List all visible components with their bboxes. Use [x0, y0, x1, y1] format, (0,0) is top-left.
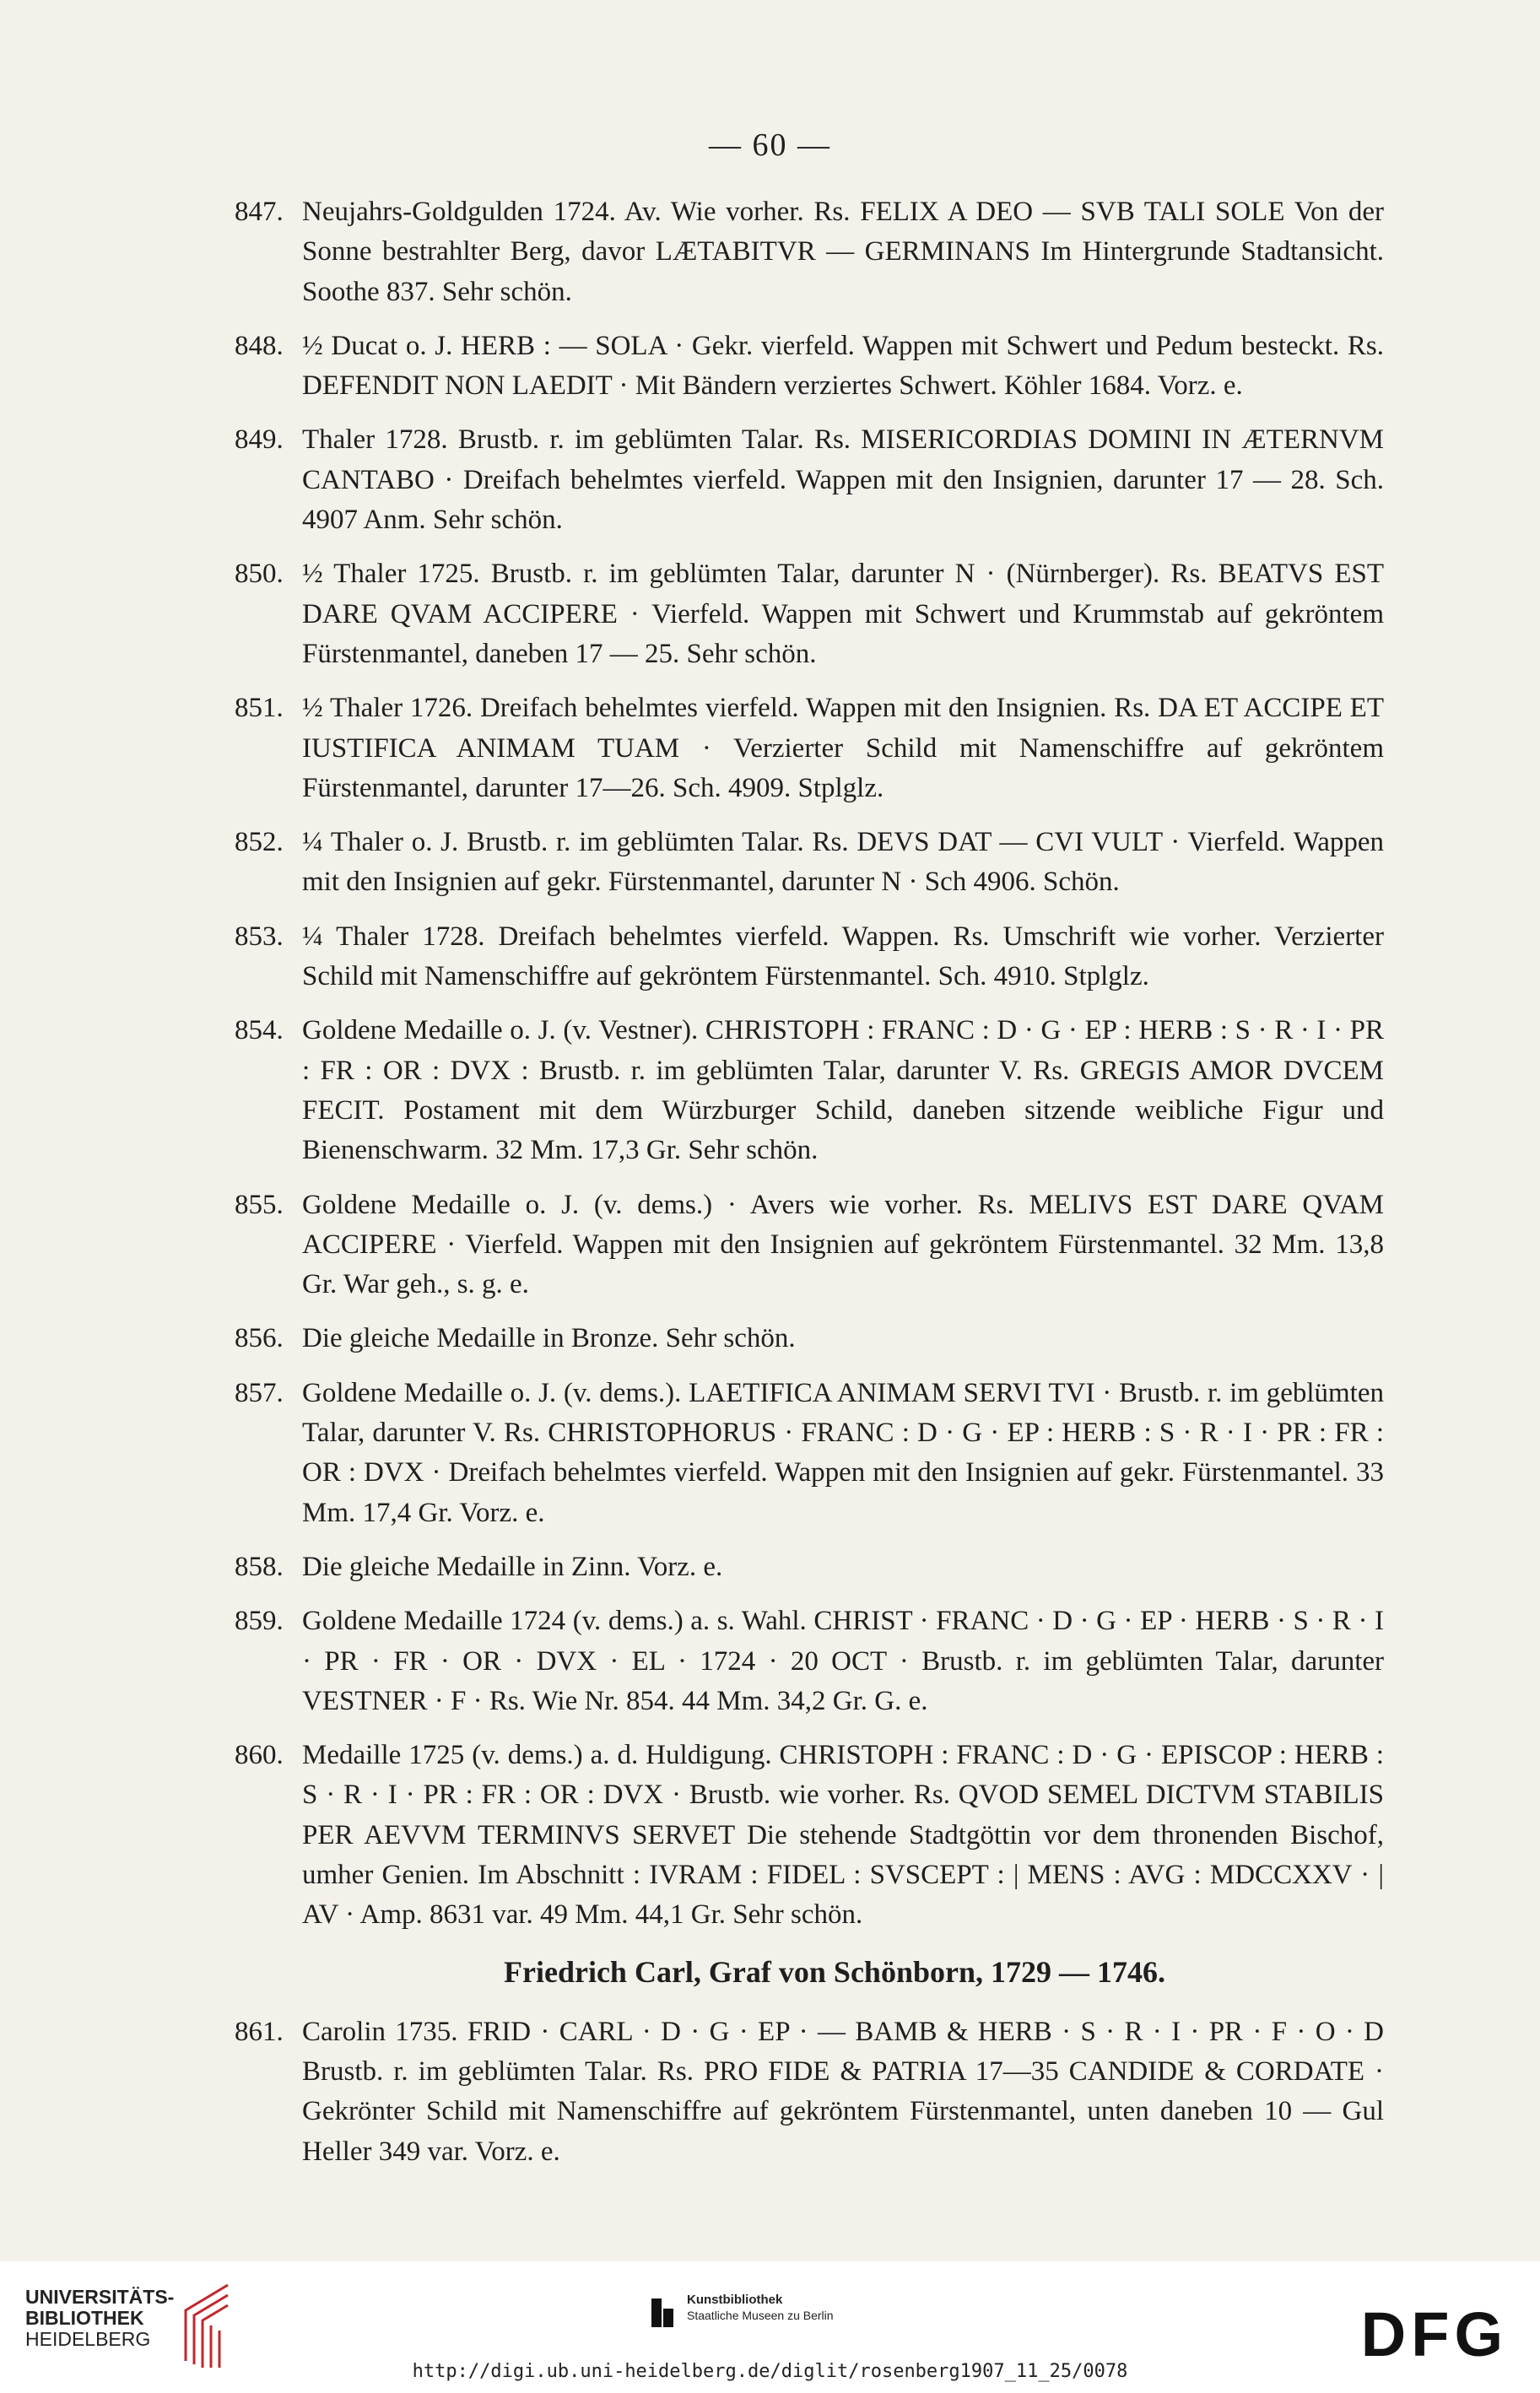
entry-text: ¼ Thaler o. J. Brustb. r. im geblümten Talar. Rs. DEVS DAT — CVI VULT · Vierfeld. Wappen mit den Insignien auf gekr. Fürstenmantel, darunter N · Sch 4906. Schön.: [302, 827, 1384, 898]
catalog-entry: [235, 420, 1384, 540]
catalog-entry: [235, 1602, 1384, 1721]
entry-number: 857.: [235, 1377, 284, 1408]
catalog-entry: [235, 823, 1384, 903]
catalog-entry: [235, 1374, 1384, 1533]
catalog-entry: [235, 1186, 1384, 1305]
catalog-entry: [235, 2012, 1384, 2172]
kb-line2: Staatliche Museen zu Berlin: [687, 2309, 834, 2322]
ub-line2: BIBLIOTHEK: [25, 2307, 144, 2329]
entry-number: 848.: [235, 330, 284, 361]
dfg-logo[interactable]: DFG: [1360, 2299, 1508, 2369]
entry-number: 847.: [235, 197, 284, 227]
entry-number: 850.: [235, 559, 284, 590]
catalog-entry: [235, 917, 1384, 997]
entry-number: 854.: [235, 1015, 284, 1046]
entry-text: Goldene Medaille o. J. (v. Vestner). CHRISTOPH : FRANC : D · G · EP : HERB : S · R · I · PR : FR : OR : DVX : Brustb. r. im geblümten Talar, darunter V. Rs. GREGIS AMOR DVCEM FECIT. Postament mit dem Würzburger Schild, daneben sitzende weibliche Figur und Bienenschwarm. 32 Mm. 17,3 Gr. Sehr schön.: [302, 1015, 1384, 1166]
catalog-entry: [235, 1736, 1384, 1935]
catalog-entry: [235, 689, 1384, 808]
entry-text: Goldene Medaille o. J. (v. dems.). LAETIFICA ANIMAM SERVI TVI · Brustb. r. im geblümten Talar, darunter V. Rs. CHRISTOPHORUS · FRANC : D · G · EP : HERB : S · R · I · PR : FR : OR : DVX · Dreifach behelmtes vierfeld. Wappen mit den Insignien auf gekr. Fürstenmantel. 33 Mm. 17,4 Gr. Vorz. e.: [302, 1377, 1384, 1528]
document-url-link[interactable]: http://digi.ub.uni-heidelberg.de/diglit/rosenberg1907_11_25/0078: [412, 2361, 1128, 2382]
entry-text: Medaille 1725 (v. dems.) a. d. Huldigung. CHRISTOPH : FRANC : D · G · EPISCOP : HERB : S · R · I · PR : FR : OR : DVX · Brustb. wie vorher. Rs. QVOD SEMEL DICTVM STABILIS PER AEVVM TERMINVS SERVET Die stehende Stadtgöttin vor dem thronenden Bischof, umher Genien. Im Abschnitt : IVRAM : FIDEL : SVSCEPT : | MENS : AVG : MDCCXXV · | AV · Amp. 8631 var. 49 Mm. 44,1 Gr. Sehr schön.: [302, 1740, 1384, 1931]
entry-number: 858.: [235, 1551, 284, 1582]
library-emblem-icon: [177, 2277, 236, 2369]
entry-text: Thaler 1728. Brustb. r. im geblümten Talar. Rs. MISERICORDIAS DOMINI IN ÆTERNVM CANTABO · Dreifach behelmtes vierfeld. Wappen mit den Insignien, darunter 17 — 28. Sch. 4907 Anm. Sehr schön.: [302, 424, 1384, 536]
catalog-entry: [235, 327, 1384, 407]
university-library-logo[interactable]: [25, 2287, 174, 2350]
catalog-entry: [235, 554, 1384, 674]
page-number: — 60 —: [709, 127, 831, 163]
entry-number: 849.: [235, 424, 284, 456]
kunstbibliothek-logo[interactable]: [650, 2292, 834, 2329]
entry-text: Goldene Medaille o. J. (v. dems.) · Avers wie vorher. Rs. MELIVS EST DARE QVAM ACCIPERE · Vierfeld. Wappen mit den Insignien auf gekröntem Fürstenmantel. 32 Mm. 13,8 Gr. War geh., s. g. e.: [302, 1189, 1384, 1300]
entry-text: Die gleiche Medaille in Zinn. Vorz. e.: [302, 1551, 723, 1582]
entry-text: ½ Thaler 1725. Brustb. r. im geblümten Talar, darunter N · (Nürnberger). Rs. BEATVS EST DARE QVAM ACCIPERE · Vierfeld. Wappen mit Schwert und Krummstab auf gekröntem Fürstenmantel, daneben 17 — 25. Sehr schön.: [302, 559, 1384, 669]
entry-text: ¼ Thaler 1728. Dreifach behelmtes vierfeld. Wappen. Rs. Umschrift wie vorher. Verzierter Schild mit Namenschiffre auf gekröntem Fürstenmantel. Sch. 4910. Stplglz.: [302, 921, 1384, 992]
entry-text: ½ Thaler 1726. Dreifach behelmtes vierfeld. Wappen mit den Insignien. Rs. DA ET ACCIPE ET IUSTIFICA ANIMAM TUAM · Verzierter Schild mit Namenschiffre auf gekröntem Fürstenmantel, darunter 17—26. Sch. 4909. Stplglz.: [302, 693, 1384, 803]
catalog-entry: [235, 1319, 1384, 1359]
kunstbibliothek-emblem-icon: [650, 2297, 675, 2329]
entry-number: 859.: [235, 1606, 284, 1637]
entry-number: 851.: [235, 693, 284, 724]
ub-line1: UNIVERSITÄTS-: [25, 2286, 175, 2308]
entry-number: 852.: [235, 827, 284, 858]
entry-text: ½ Ducat o. J. HERB : — SOLA · Gekr. vierfeld. Wappen mit Schwert und Pedum besteckt. Rs. DEFENDIT NON LAEDIT · Mit Bändern verziertes Schwert. Köhler 1684. Vorz. e.: [302, 330, 1384, 402]
entry-text: Die gleiche Medaille in Bronze. Sehr schön.: [302, 1323, 796, 1354]
entry-number: 861.: [235, 2016, 284, 2047]
catalog-entry: [235, 192, 1384, 312]
footer-bar: [0, 2261, 1540, 2393]
catalog-text: [235, 192, 1384, 2186]
catalog-entry: [235, 1548, 1384, 1587]
entry-text: Carolin 1735. FRID · CARL · D · G · EP · — BAMB & HERB · S · R · I · PR · F · O · D Brustb. r. im geblümten Talar. Rs. PRO FIDE & PATRIA 17—35 CANDIDE & CORDATE · Gekrönter Schild mit Namenschiffre auf gekröntem Fürstenmantel, unten daneben 10 — Gul Heller 349 var. Vorz. e.: [302, 2016, 1384, 2167]
entry-text: Neujahrs-Goldgulden 1724. Av. Wie vorher. Rs. FELIX A DEO — SVB TALI SOLE Von der Sonne bestrahlter Berg, davor LÆTABITVR — GERMINANS Im Hintergrunde Stadtansicht. Soothe 837. Sehr schön.: [302, 197, 1384, 307]
catalog-entry: [235, 1011, 1384, 1170]
ub-line3: HEIDELBERG: [25, 2328, 151, 2350]
section-heading: Friedrich Carl, Graf von Schönborn, 1729 — 1746.: [504, 1954, 1165, 1989]
entry-text: Goldene Medaille 1724 (v. dems.) a. s. Wahl. CHRIST · FRANC · D · G · EP · HERB · S · R · I · PR · FR · OR · DVX · EL · 1724 · 20 OCT · Brustb. r. im geblümten Talar, darunter VESTNER · F · Rs. Wie Nr. 854. 44 Mm. 34,2 Gr. G. e.: [302, 1606, 1384, 1716]
entry-number: 860.: [235, 1740, 284, 1771]
entry-number: 853.: [235, 921, 284, 952]
entry-number: 856.: [235, 1323, 284, 1354]
entry-number: 855.: [235, 1189, 284, 1220]
kb-line1: Kunstbibliothek: [687, 2293, 783, 2307]
